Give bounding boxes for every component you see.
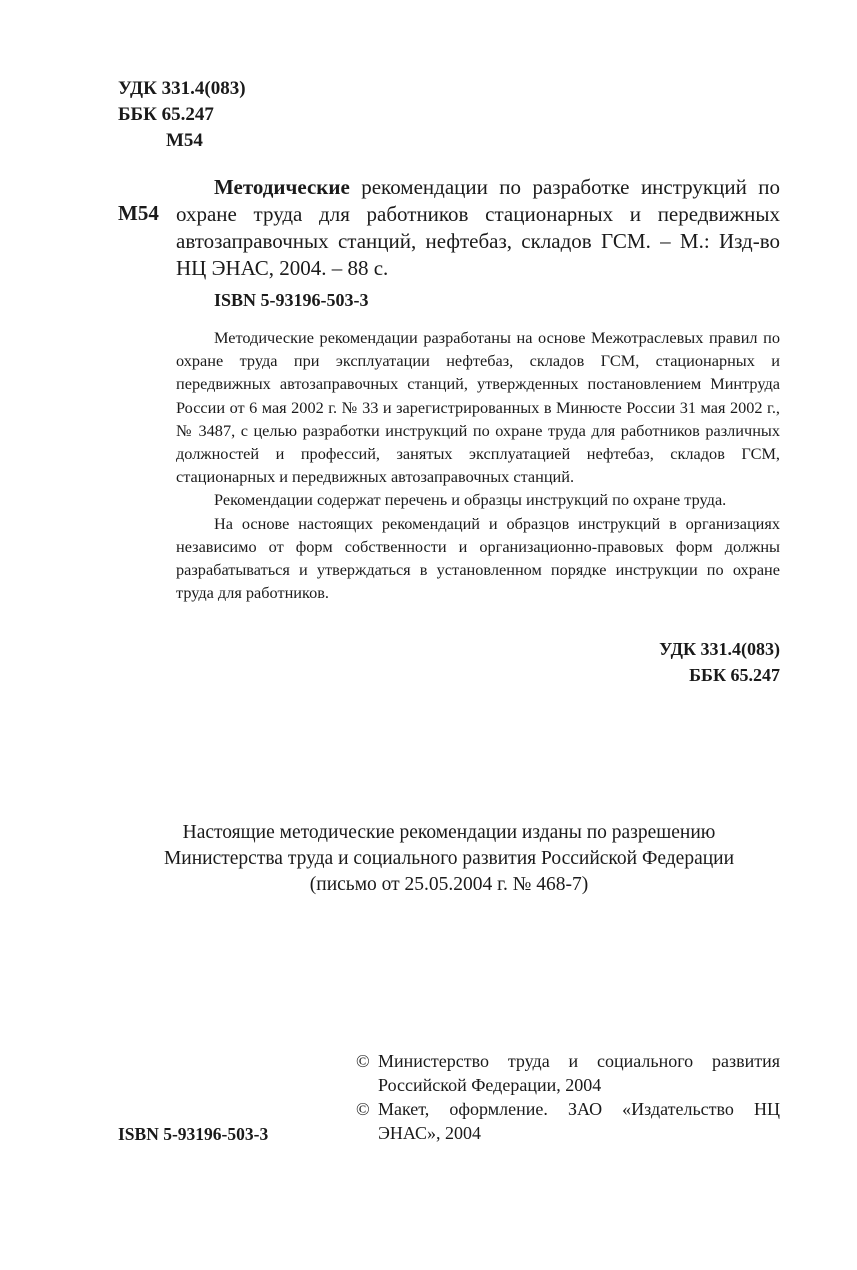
copyright-sign: © bbox=[356, 1051, 370, 1071]
catalog-title-rest: рекомендации по разработке инструкций по охране труда для работников стационарных и передвижных автозаправочных станций, нефтебаз, складов ГСМ. – М.: Изд-во НЦ ЭНАС, 2004. – 88 с. bbox=[176, 175, 780, 280]
permission-line: (письмо от 25.05.2004 г. № 468-7) bbox=[309, 874, 589, 895]
copyright-text: Макет, оформление. ЗАО «Издательство НЦ ЭНАС», 2004 bbox=[378, 1099, 780, 1143]
classification-codes-right bbox=[520, 636, 780, 688]
permission-line: Министерства труда и социального развития Российской Федерации bbox=[163, 848, 735, 869]
udk-code: УДК 331.4(083) bbox=[118, 78, 246, 99]
udk-code-right: УДК 331.4(083) bbox=[659, 639, 780, 659]
copyright-block bbox=[356, 1049, 780, 1145]
footer-isbn: ISBN 5-93196-503-3 bbox=[118, 1124, 269, 1144]
copyright-sign: © bbox=[356, 1099, 370, 1119]
permission-note bbox=[90, 820, 808, 898]
copyright-text: Министерство труда и социального развития Российской Федерации, 2004 bbox=[378, 1051, 780, 1095]
catalog-author-mark: М54 bbox=[118, 201, 159, 225]
catalog-title bbox=[176, 174, 780, 282]
copyright-line bbox=[356, 1097, 780, 1145]
copyright-line bbox=[356, 1049, 780, 1097]
permission-line: Настоящие методические рекомендации изданы по разрешению bbox=[182, 822, 716, 843]
catalog-title-bold: Методические bbox=[214, 175, 350, 199]
classification-codes-top bbox=[118, 76, 246, 154]
catalog-isbn: ISBN 5-93196-503-3 bbox=[214, 290, 369, 310]
abstract bbox=[176, 326, 780, 604]
author-mark: М54 bbox=[166, 130, 203, 151]
abstract-paragraph: На основе настоящих рекомендаций и образцов инструкций в организациях независимо от форм собственности и организационно-правовых форм должны разрабатываться и утверждаться в установленном порядке инструкции по охране труда для работников. bbox=[176, 513, 780, 603]
abstract-paragraph: Рекомендации содержат перечень и образцы инструкций по охране труда. bbox=[214, 490, 727, 510]
abstract-paragraph: Методические рекомендации разработаны на основе Межотраслевых правил по охране труда при эксплуатации нефтебаз, складов ГСМ, стационарных и передвижных автозаправочных станций, утвержденных постановлением Минтруда России от 6 мая 2002 г. № 33 и зарегистрированных в Минюсте России 31 мая 2002 г., № 3487, с целью разработки инструкций по охране труда для работников различных должностей и профессий, занятых эксплуатацией нефтебаз, складов ГСМ, стационарных и передвижных автозаправочных станций. bbox=[176, 328, 780, 487]
bbk-code: ББК 65.247 bbox=[118, 104, 214, 125]
bbk-code-right: ББК 65.247 bbox=[689, 665, 780, 685]
